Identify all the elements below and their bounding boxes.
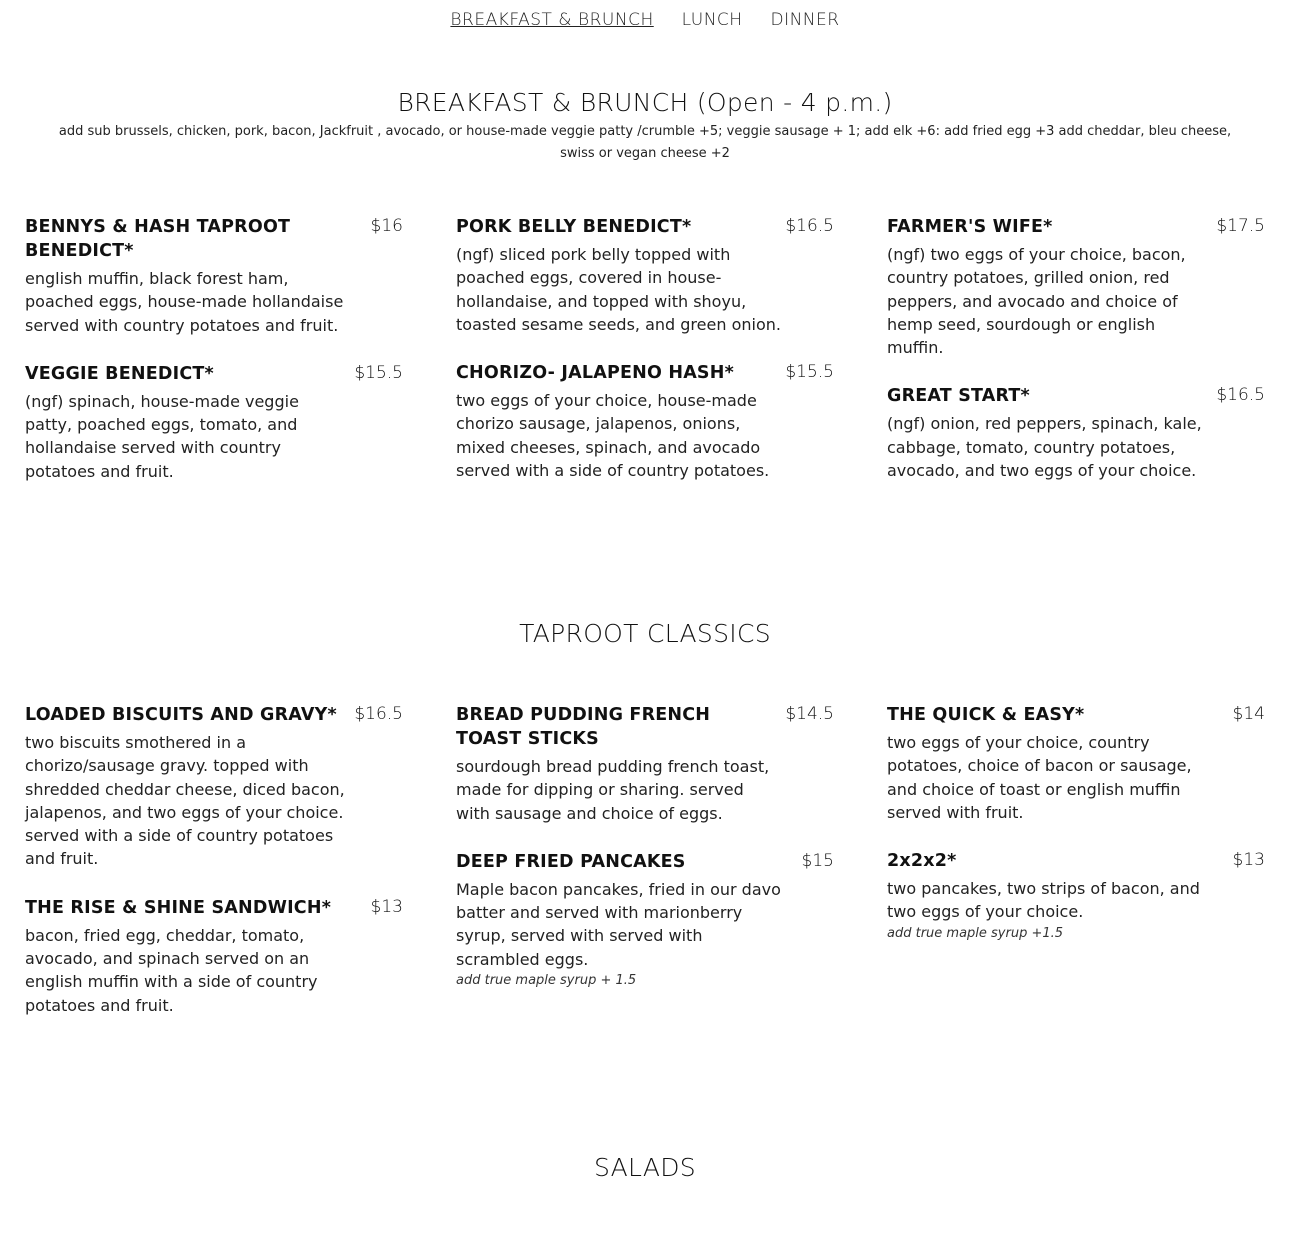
menu-item (887, 849, 1265, 943)
classics-column-1 (25, 703, 403, 1042)
tab-dinner[interactable]: DINNER (770, 10, 840, 30)
item-name: LOADED BISCUITS AND GRAVY* (25, 705, 337, 725)
breakfast-column-1 (25, 215, 403, 508)
item-price: $17.5 (1216, 216, 1265, 236)
breakfast-column-3 (887, 215, 1265, 507)
item-price: $14 (1232, 704, 1265, 724)
item-description: two eggs of your choice, house-made chorizo sausage, jalapenos, onions, mixed cheeses, spinach, and avocado served with a side of country potatoes. (456, 391, 770, 481)
item-name: GREAT START* (887, 386, 1030, 407)
item-price: $16 (370, 216, 403, 236)
item-name: BREAD PUDDING FRENCH TOAST STICKS (456, 705, 711, 749)
item-description: english muffin, black forest ham, poached eggs, house-made hollandaise served with country potatoes and fruit. (25, 269, 344, 335)
item-price: $15.5 (354, 362, 403, 383)
item-price: $15.5 (785, 362, 834, 383)
menu-item (456, 361, 834, 482)
item-name: THE QUICK & EASY* (887, 705, 1085, 725)
item-description: Maple bacon pancakes, fried in our davo batter and served with marionberry syrup, served with served with scrambled eggs. (456, 879, 781, 969)
section-title: TAPROOT CLASSICS (519, 619, 771, 648)
item-description: (ngf) onion, red peppers, spinach, kale, cabbage, tomato, country potatoes, avocado, and two eggs of your choice. (887, 414, 1202, 481)
item-description: (ngf) two eggs of your choice, bacon, country potatoes, grilled onion, red peppers, and avocado and choice of hemp seed, sourdough or english muffin. (887, 245, 1186, 358)
menu-item (25, 215, 403, 337)
item-description: two biscuits smothered in a chorizo/sausage gravy. topped with shredded cheddar cheese, diced bacon, jalapenos, and two eggs of your choice. served with a side of country potatoes and fruit. (25, 733, 345, 869)
item-description: two pancakes, two strips of bacon, and two eggs of your choice. (887, 879, 1200, 922)
classics-column-2 (456, 703, 834, 1015)
item-price: $13 (370, 896, 403, 917)
item-description: two eggs of your choice, country potatoes, choice of bacon or sausage, and choice of toast or english muffin served with fruit. (887, 733, 1192, 822)
item-name: DEEP FRIED PANCAKES (456, 851, 686, 872)
item-description: bacon, fried egg, cheddar, tomato, avocado, and spinach served on an english muffin with a side of country potatoes and fruit. (25, 925, 318, 1015)
menu-item (25, 896, 403, 1017)
section-title: BREAKFAST & BRUNCH (Open - 4 p.m.) (397, 88, 893, 117)
item-description: sourdough bread pudding french toast, made for dipping or sharing. served with sausage and choice of eggs. (456, 757, 770, 823)
item-price: $14.5 (785, 704, 834, 724)
menu-item (456, 215, 834, 336)
item-price: $16.5 (354, 704, 403, 724)
classics-section (0, 619, 1290, 648)
tab-lunch[interactable]: LUNCH (681, 10, 743, 30)
item-price: $16.5 (1216, 385, 1265, 406)
item-price: $13 (1232, 850, 1265, 871)
menu-item (887, 703, 1265, 824)
classics-column-3 (887, 703, 1265, 968)
section-title: SALADS (594, 1153, 696, 1182)
breakfast-column-2 (456, 215, 834, 507)
menu-item (887, 384, 1265, 482)
item-price: $16.5 (785, 216, 834, 236)
menu-item (25, 703, 403, 871)
item-addon-note: add true maple syrup + 1.5 (456, 973, 637, 989)
item-addon-note: add true maple syrup +1.5 (887, 925, 1064, 941)
item-name: VEGGIE BENEDICT* (25, 363, 214, 384)
menu-item (25, 362, 403, 483)
item-description: (ngf) sliced pork belly topped with poached eggs, covered in house-hollandaise, and topped with shoyu, toasted sesame seeds, and green onion. (456, 245, 781, 334)
item-description: (ngf) spinach, house-made veggie patty, poached eggs, tomato, and hollandaise served with country potatoes and fruit. (25, 391, 299, 481)
item-price: $15 (801, 850, 834, 871)
menu-item (456, 703, 834, 825)
menu-nav (0, 10, 1290, 30)
item-name: BENNYS & HASH TAPROOT BENEDICT* (25, 217, 291, 261)
section-note: add sub brussels, chicken, pork, bacon, Jackfruit , avocado, or house-made veggie patty /crumble +5; veggie sausage + 1; add elk +6: add fried egg +3 add cheddar, bleu cheese, swiss or vegan cheese +2 (58, 124, 1232, 161)
item-name: THE RISE & SHINE SANDWICH* (25, 897, 332, 918)
item-name: FARMER'S WIFE* (887, 217, 1053, 237)
menu-item (456, 850, 834, 990)
item-name: 2x2x2* (887, 851, 957, 872)
salads-section (0, 1153, 1290, 1182)
breakfast-section (0, 88, 1290, 165)
menu-item (887, 215, 1265, 359)
tab-breakfast-brunch[interactable]: BREAKFAST & BRUNCH (450, 10, 654, 30)
item-name: CHORIZO- JALAPENO HASH* (456, 363, 734, 384)
item-name: PORK BELLY BENEDICT* (456, 217, 692, 237)
